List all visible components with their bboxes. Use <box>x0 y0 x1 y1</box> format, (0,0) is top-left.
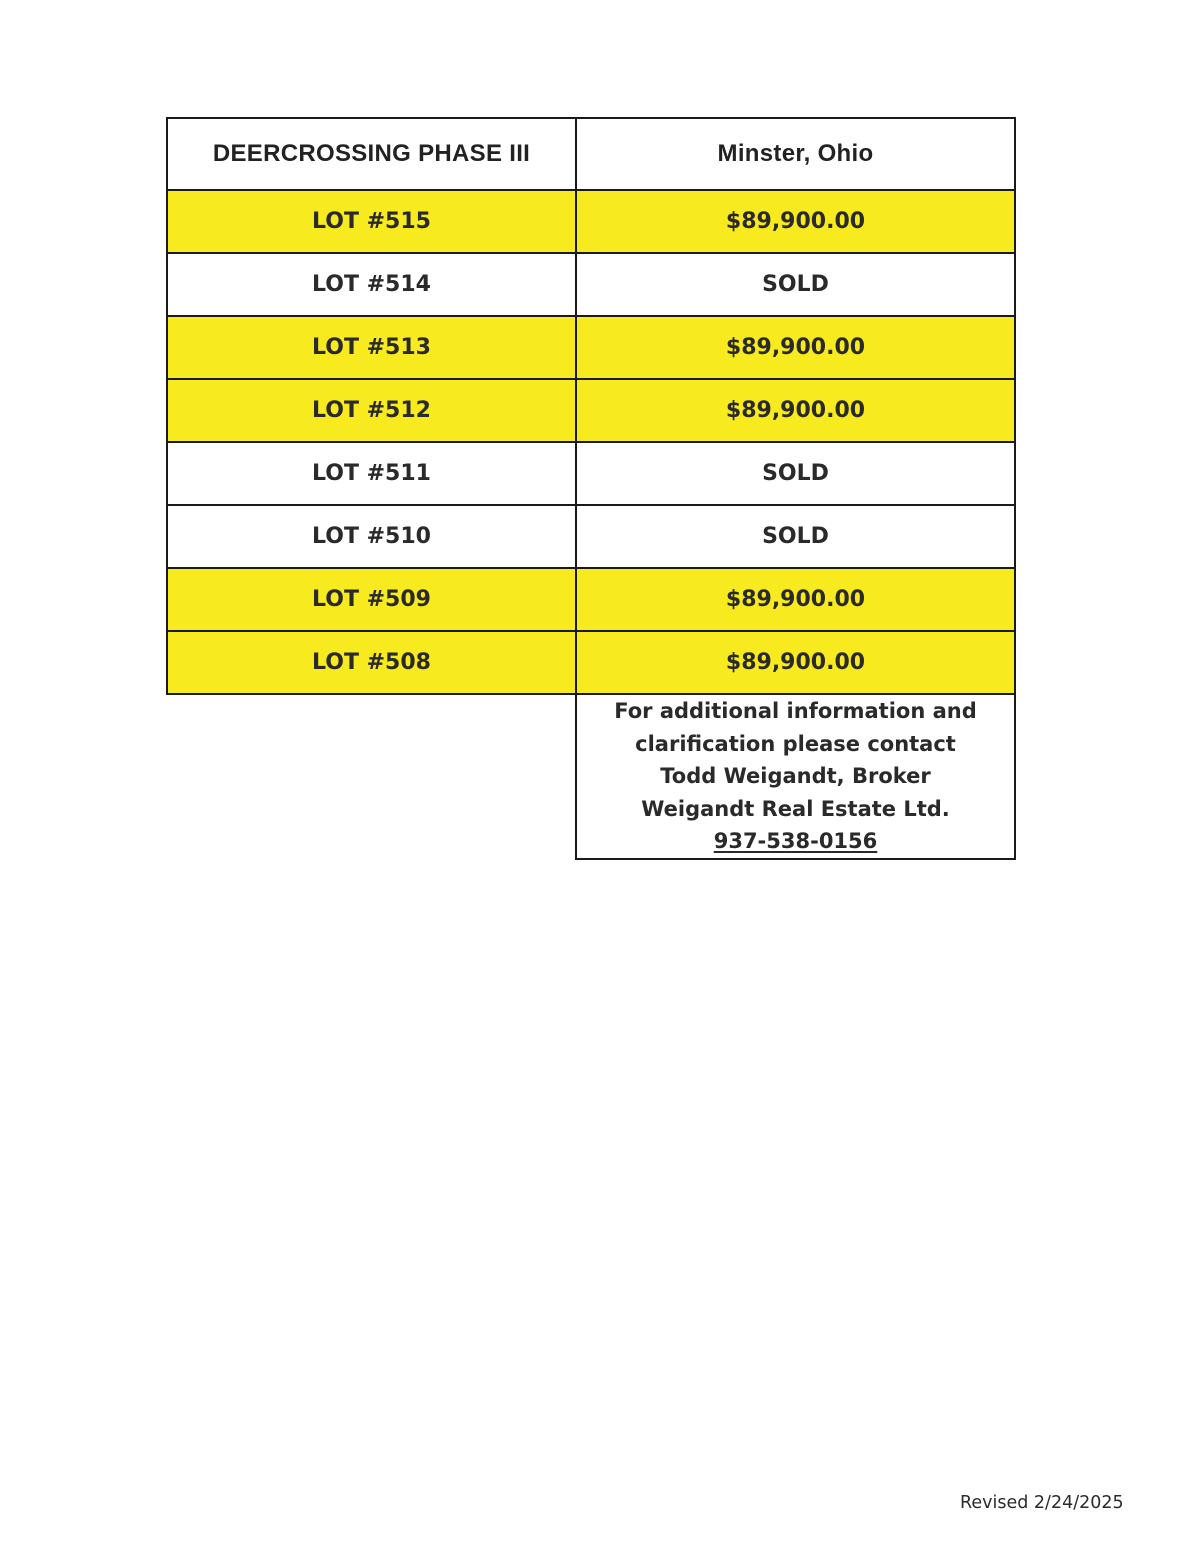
table-row <box>167 442 1015 505</box>
lot-number: LOT #512 <box>167 379 576 442</box>
broker-name: Todd Weigandt, Broker <box>660 764 931 788</box>
lot-number: LOT #511 <box>167 442 576 505</box>
location-name: Minster, Ohio <box>576 118 1015 190</box>
lot-number: LOT #508 <box>167 631 576 694</box>
lot-price-status: $89,900.00 <box>576 379 1015 442</box>
phone-number: 937-538-0156 <box>713 829 878 853</box>
revised-date: Revised 2/24/2025 <box>960 1493 1124 1513</box>
table-row <box>167 568 1015 631</box>
lot-number: LOT #513 <box>167 316 576 379</box>
subdivision-name: DEERCROSSING PHASE III <box>167 118 576 190</box>
lot-price-status: $89,900.00 <box>576 316 1015 379</box>
table-header-row <box>167 118 1015 190</box>
lot-number: LOT #514 <box>167 253 576 316</box>
table-row <box>167 379 1015 442</box>
lot-number: LOT #515 <box>167 190 576 253</box>
lot-price-status: SOLD <box>576 442 1015 505</box>
table-row <box>167 316 1015 379</box>
table-row <box>167 190 1015 253</box>
lot-price-status: $89,900.00 <box>576 190 1015 253</box>
contact-intro-line-2: clarification please contact <box>635 731 956 756</box>
contact-row <box>167 694 1015 859</box>
company-name: Weigandt Real Estate Ltd. <box>641 796 950 821</box>
contact-info-cell <box>576 694 1015 859</box>
lot-number: LOT #509 <box>167 568 576 631</box>
table-row <box>167 631 1015 694</box>
lot-price-status: SOLD <box>576 253 1015 316</box>
lot-price-status: $89,900.00 <box>576 631 1015 694</box>
table-row <box>167 253 1015 316</box>
table-row <box>167 505 1015 568</box>
contact-intro-line-1: For additional information and <box>614 699 977 723</box>
empty-cell <box>167 694 576 859</box>
lot-number: LOT #510 <box>167 505 576 568</box>
lot-price-table <box>166 117 1016 860</box>
lot-price-status: $89,900.00 <box>576 568 1015 631</box>
lot-price-status: SOLD <box>576 505 1015 568</box>
